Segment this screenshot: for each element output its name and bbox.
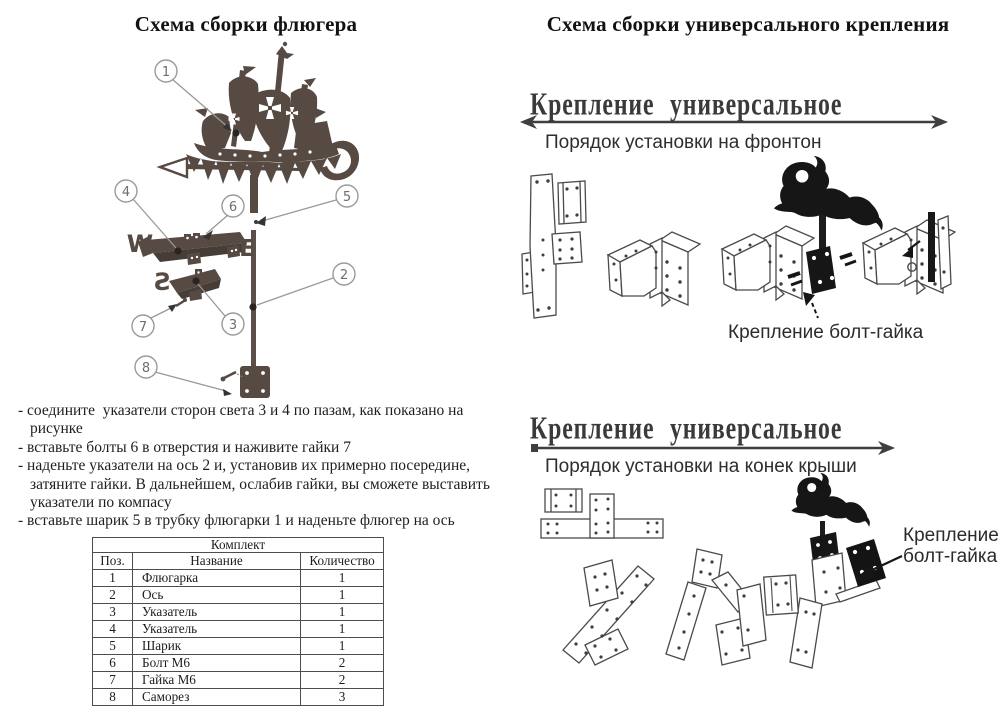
cell-pos: 4 <box>93 620 133 637</box>
svg-text:4: 4 <box>121 185 131 200</box>
section-subtitle-gable: Порядок установки на фронтон <box>545 132 822 153</box>
table-row <box>93 603 384 620</box>
kit-table-title: Комплект <box>93 538 384 553</box>
wall-bracket-assembled <box>722 226 814 300</box>
instruction-line: затяните гайки. В дальнейшем, ослабив гайки, вы сможете выставить <box>30 475 490 493</box>
pointer-bar-we <box>127 230 255 265</box>
vane-tube <box>250 175 258 213</box>
svg-text:3: 3 <box>228 318 238 333</box>
cell-qty: 2 <box>301 671 384 688</box>
cell-name: Указатель <box>133 620 301 637</box>
cell-qty: 1 <box>301 603 384 620</box>
instruction-line: - вставьте болты 6 в отверстия и наживите гайки 7 <box>18 438 351 456</box>
cell-pos: 7 <box>93 671 133 688</box>
cell-name: Шарик <box>133 637 301 654</box>
section-header-ridge: Крепление универсальное <box>530 410 843 446</box>
cell-name: Ось <box>133 586 301 603</box>
section-subtitle-ridge: Порядок установки на конек крыши <box>545 456 857 477</box>
instruction-line: рисунке <box>30 420 83 438</box>
table-row <box>93 620 384 637</box>
pointer-bar-ns <box>153 268 221 301</box>
callout-7 <box>132 315 154 337</box>
table-row <box>93 637 384 654</box>
instruction-line: - вставьте шарик 5 в трубку флюгарки 1 и наденьте флюгер на ось <box>18 512 455 530</box>
col-header-name: Название <box>133 552 301 569</box>
callout-2 <box>333 263 355 285</box>
wall-bracket <box>608 232 700 306</box>
cat-vane-ridge <box>737 473 902 668</box>
weathervane-diagram <box>115 42 359 398</box>
svg-text:1: 1 <box>161 65 171 80</box>
cell-pos: 6 <box>93 654 133 671</box>
svg-text:7: 7 <box>138 320 148 335</box>
cell-pos: 2 <box>93 586 133 603</box>
col-header-pos: Поз. <box>93 552 133 569</box>
cell-pos: 3 <box>93 603 133 620</box>
cell-name: Болт М6 <box>133 654 301 671</box>
svg-text:8: 8 <box>141 361 151 376</box>
ship-silhouette <box>160 42 359 186</box>
left-title: Схема сборки флюгера <box>134 12 358 36</box>
cell-qty: 1 <box>301 620 384 637</box>
nut-screw-icon <box>176 298 187 306</box>
instruction-line: указатели по компасу <box>30 494 172 512</box>
strip-bracket <box>522 174 586 318</box>
kit-table-header-row <box>93 552 384 569</box>
table-row <box>93 654 384 671</box>
callout-4 <box>115 180 137 202</box>
callout-8 <box>135 356 157 378</box>
cell-name: Указатель <box>133 603 301 620</box>
assembly-instructions <box>18 402 493 531</box>
cell-qty: 2 <box>301 654 384 671</box>
right-title: Схема сборки универсального крепления <box>546 12 950 36</box>
col-header-qty: Количество <box>301 552 384 569</box>
cell-name: Саморез <box>133 688 301 705</box>
svg-text:2: 2 <box>339 268 349 283</box>
callout-6 <box>222 195 244 217</box>
table-row <box>93 671 384 688</box>
compass-south-curl: S <box>153 268 171 296</box>
cell-qty: 1 <box>301 586 384 603</box>
caption-bolt-nut-ridge <box>903 525 999 567</box>
cell-qty: 1 <box>301 637 384 654</box>
table-row <box>93 688 384 705</box>
kit-table <box>92 537 384 706</box>
cell-pos: 8 <box>93 688 133 705</box>
instruction-line: - соедините указатели сторон света 3 и 4 по пазам, как показано на <box>18 402 464 419</box>
callout-1 <box>155 60 177 82</box>
cell-name: Гайка М6 <box>133 671 301 688</box>
svg-text:6: 6 <box>228 200 238 215</box>
caption-line-2: болт-гайка <box>903 546 998 567</box>
table-row <box>93 586 384 603</box>
cell-name: Флюгарка <box>133 569 301 586</box>
compass-east-letter: E <box>239 236 255 262</box>
cell-qty: 3 <box>301 688 384 705</box>
caption-line-1: Крепление <box>903 525 999 546</box>
section-header-gable: Крепление универсальное <box>530 86 843 122</box>
cell-pos: 1 <box>93 569 133 586</box>
kit-table-title-row <box>93 538 384 553</box>
diagonal-bracket <box>563 560 654 665</box>
cell-qty: 1 <box>301 569 384 586</box>
table-row <box>93 569 384 586</box>
cell-pos: 5 <box>93 637 133 654</box>
compass-west-letter: W <box>126 230 154 258</box>
flat-t-assembly <box>541 489 663 538</box>
svg-text:5: 5 <box>342 190 352 205</box>
callout-5 <box>336 185 358 207</box>
callout-3 <box>222 313 244 335</box>
instruction-line: - наденьте указатели на ось 2 и, установив их примерно посередине, <box>18 457 471 475</box>
caption-bolt-nut-gable: Крепление болт-гайка <box>728 322 924 343</box>
